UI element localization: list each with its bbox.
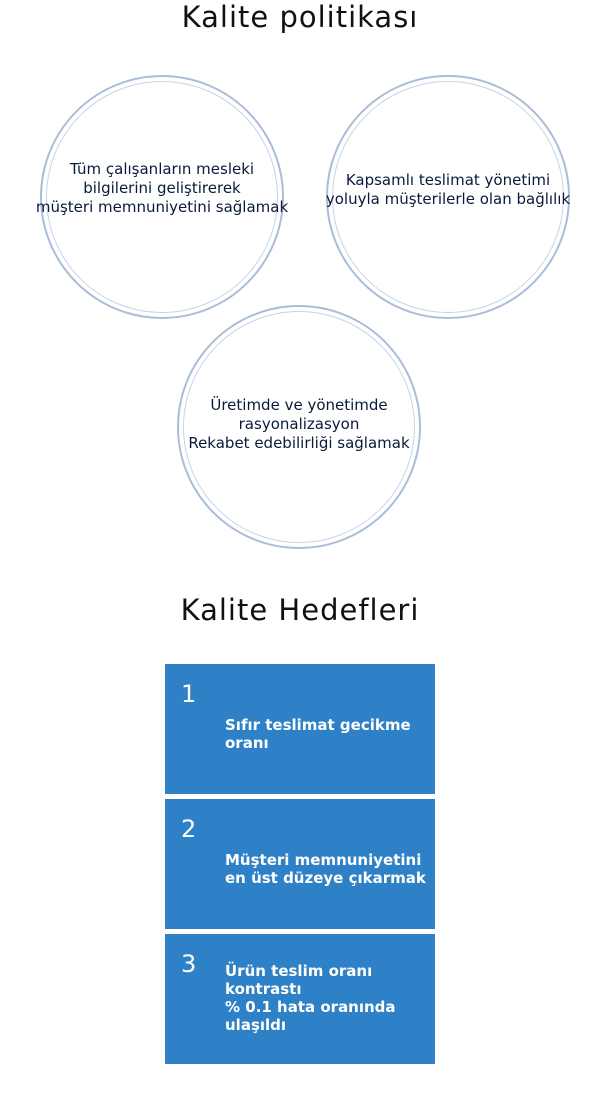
goal-item-3-line-2: kontrastı xyxy=(225,980,302,998)
policy-circle-2-line-2: yoluyla müşterilerle olan bağlılık xyxy=(325,190,571,208)
policy-circle-1-line-1: Tüm çalışanların mesleki xyxy=(69,160,255,178)
goal-item-2-line-2: en üst düzeye çıkarmak xyxy=(225,869,426,887)
policy-circle-3-line-1: Üretimde ve yönetimde xyxy=(210,396,388,414)
policy-circle-3-text xyxy=(188,396,409,453)
goals-title: Kalite Hedefleri xyxy=(180,593,420,627)
goal-item-2 xyxy=(165,799,435,929)
goal-item-3-line-4: ulaşıldı xyxy=(225,1016,287,1034)
goal-item-1-text xyxy=(225,716,411,752)
policy-circle-1-line-3: müşteri memnuniyetini sağlamak xyxy=(35,198,289,216)
policy-circle-3-line-3: Rekabet edebilirliği sağlamak xyxy=(188,434,410,452)
policy-circle-1-text xyxy=(36,160,288,217)
goal-item-1-number: 1 xyxy=(181,680,197,708)
policy-circle-2-text xyxy=(326,171,570,209)
goal-item-2-number: 2 xyxy=(181,815,197,843)
goal-item-1-line-2: oranı xyxy=(225,734,269,752)
goal-item-3-line-3: % 0.1 hata oranında xyxy=(225,998,396,1016)
goal-item-1-line-1: Sıfır teslimat gecikme xyxy=(225,716,411,734)
goal-item-3-number: 3 xyxy=(181,950,197,978)
goal-item-3-line-1: Ürün teslim oranı xyxy=(225,962,373,980)
policy-circle-2-line-1: Kapsamlı teslimat yönetimi xyxy=(345,171,551,189)
goal-item-1 xyxy=(165,664,435,794)
goal-item-3 xyxy=(165,934,435,1064)
policy-title: Kalite politikası xyxy=(181,0,419,34)
policy-circle-1-line-2: bilgilerini geliştirerek xyxy=(83,179,241,197)
policy-circle-3-line-2: rasyonalizasyon xyxy=(238,415,360,433)
goal-item-2-line-1: Müşteri memnuniyetini xyxy=(225,851,422,869)
goal-item-3-text xyxy=(225,962,396,1034)
goal-item-2-text xyxy=(225,851,426,887)
